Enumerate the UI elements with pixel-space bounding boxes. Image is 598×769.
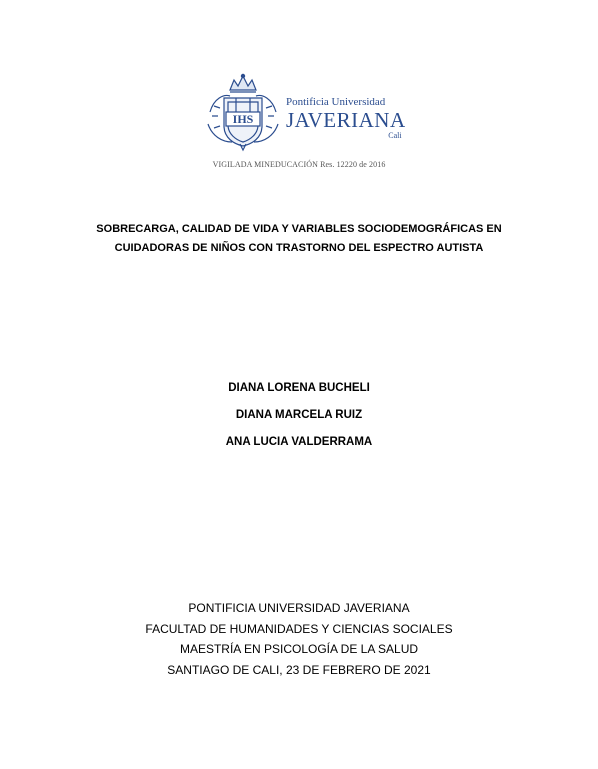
logo-wordmark	[286, 96, 406, 141]
institution-university: PONTIFICIA UNIVERSIDAD JAVERIANA	[188, 601, 410, 615]
thesis-title	[40, 220, 558, 258]
author-name: DIANA LORENA BUCHELI	[228, 382, 370, 394]
logo-line-cali: Cali	[388, 131, 402, 140]
author-list	[0, 380, 598, 461]
author-name: DIANA MARCELA RUIZ	[235, 409, 363, 421]
institution-program: MAESTRÍA EN PSICOLOGÍA DE LA SALUD	[179, 642, 419, 656]
author-name: ANA LUCIA VALDERRAMA	[225, 436, 373, 448]
logo-line-pontificia: Pontificia Universidad	[286, 96, 386, 108]
logo-line-javeriana: JAVERIANA	[286, 108, 406, 132]
crest-monogram: IHS	[232, 112, 254, 126]
institution-faculty: FACULTAD DE HUMANIDADES Y CIENCIAS SOCIALES	[145, 621, 453, 636]
university-logo	[202, 72, 406, 152]
institution-block	[0, 600, 598, 682]
thesis-title-line: SOBRECARGA, CALIDAD DE VIDA Y VARIABLES SOCIODEMOGRÁFICAS EN	[96, 223, 502, 235]
vigilada-notice: VIGILADA MINEDUCACIÓN Res. 12220 de 2016	[212, 160, 386, 169]
institution-place-date: SANTIAGO DE CALI, 23 DE FEBRERO DE 2021	[167, 662, 431, 677]
thesis-title-line: CUIDADORAS DE NIÑOS CON TRASTORNO DEL ESPECTRO AUTISTA	[114, 242, 484, 254]
